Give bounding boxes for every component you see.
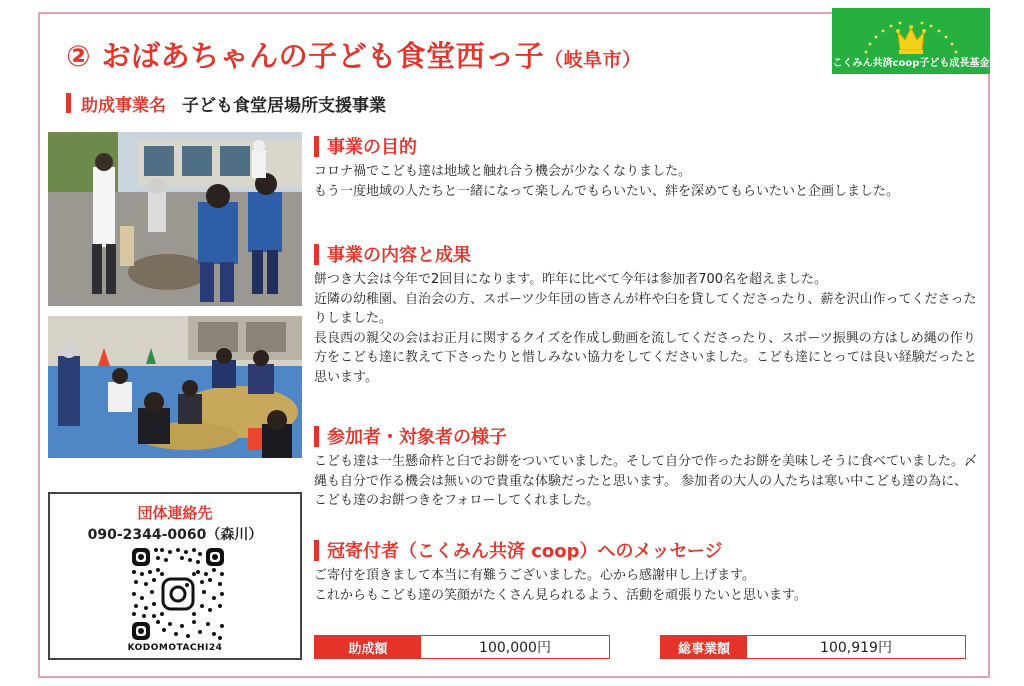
- fund-logo-text: こくみん共済coop子ども成長基金: [832, 58, 990, 69]
- section-paragraph: 長良西の親父の会はお正月に関するクイズを作成し動画を流してくださったり、スポーツ振興の方はしめ縄の作り方をこども達に教えて下さったりと惜しみない協力をしてくださいました。こども達にとっては良い経験だったと思います。: [314, 330, 977, 385]
- section-participants: [314, 424, 978, 511]
- section-paragraph: コロナ禍でこども達は地域と触れ合う機会が少なくなりました。: [314, 164, 692, 179]
- grant-amount-box: [314, 635, 610, 659]
- section-purpose: [314, 134, 978, 201]
- section-heading: [314, 134, 978, 158]
- section-marker: [314, 244, 319, 265]
- total-amount-label: 総事業額: [661, 636, 747, 658]
- section-body: [314, 270, 978, 387]
- total-amount-value: 100,919円: [747, 636, 965, 658]
- section-marker: [314, 136, 319, 157]
- section-paragraph: 餅つき大会は今年で2回目になります。昨年に比べて今年は参加者700名を超えました。: [314, 272, 828, 287]
- instagram-icon: [160, 576, 196, 612]
- section-paragraph: ご寄付を頂きまして本当に有難うございました。心から感謝申し上げます。: [314, 568, 755, 583]
- section-marker: [314, 426, 319, 447]
- instagram-qr-code[interactable]: [130, 546, 226, 642]
- section-marker: [66, 93, 71, 113]
- contact-box: [48, 492, 302, 660]
- section-body: [314, 162, 978, 201]
- section-paragraph: こども達は一生懸命杵と臼でお餅をついていました。そして自分で作ったお餅を美味しそうに食べていました。〆縄も自分で作る機会は無いので貴重な体験だったと思います。 参加者の大人の人たちは寒い中こども達の為に、こども達のお餅つきをフォローしてくれました。: [314, 454, 978, 508]
- section-heading-text: 事業の内容と成果: [327, 245, 471, 266]
- photo-mochi-pounding: [48, 132, 302, 306]
- section-heading-text: 事業の目的: [327, 137, 417, 158]
- grant-name-row: [66, 92, 386, 114]
- contact-phone: 090-2344-0060（森川）: [87, 527, 263, 543]
- contact-title: 団体連絡先: [137, 504, 213, 522]
- section-heading: [314, 424, 978, 448]
- contact-handle: KODOMOTACHI24: [127, 643, 223, 653]
- photo-shimenawa-workshop: [48, 316, 302, 458]
- grant-name-value: 子ども食堂居場所支援事業: [182, 95, 386, 116]
- section-paragraph: これからもこども達の笑顔がたくさん見られるよう、活動を頑張りたいと思います。: [314, 587, 807, 603]
- section-heading: [314, 538, 978, 562]
- section-marker: [314, 540, 319, 561]
- section-body: [314, 566, 978, 605]
- section-content-results: [314, 242, 978, 387]
- section-paragraph: もう一度地域の人たちと一緒になって楽しんでもらいたい、絆を深めてもらいたいと企画しました。: [314, 183, 900, 199]
- page-title-city: （岐阜市）: [544, 49, 642, 71]
- grant-amount-label: 助成額: [315, 636, 421, 658]
- section-heading-text: 冠寄付者（こくみん共済 coop）へのメッセージ: [327, 541, 723, 562]
- total-amount-box: [660, 635, 966, 659]
- section-paragraph: 近隣の幼稚園、自治会の方、スポーツ少年団の皆さんが杵や臼を貸してくださったり、薪を沢山作ってくださったりしました。: [314, 291, 977, 326]
- page-title-text: ② おばあちゃんの子ども食堂西っ子: [66, 39, 545, 73]
- section-heading: [314, 242, 978, 266]
- page-title: [66, 34, 642, 75]
- section-heading-text: 参加者・対象者の様子: [327, 427, 507, 448]
- grant-amount-value: 100,000円: [421, 636, 609, 658]
- fund-logo: [832, 8, 990, 74]
- section-body: [314, 452, 978, 511]
- grant-name-label: 助成事業名: [81, 95, 166, 116]
- section-message: [314, 538, 978, 605]
